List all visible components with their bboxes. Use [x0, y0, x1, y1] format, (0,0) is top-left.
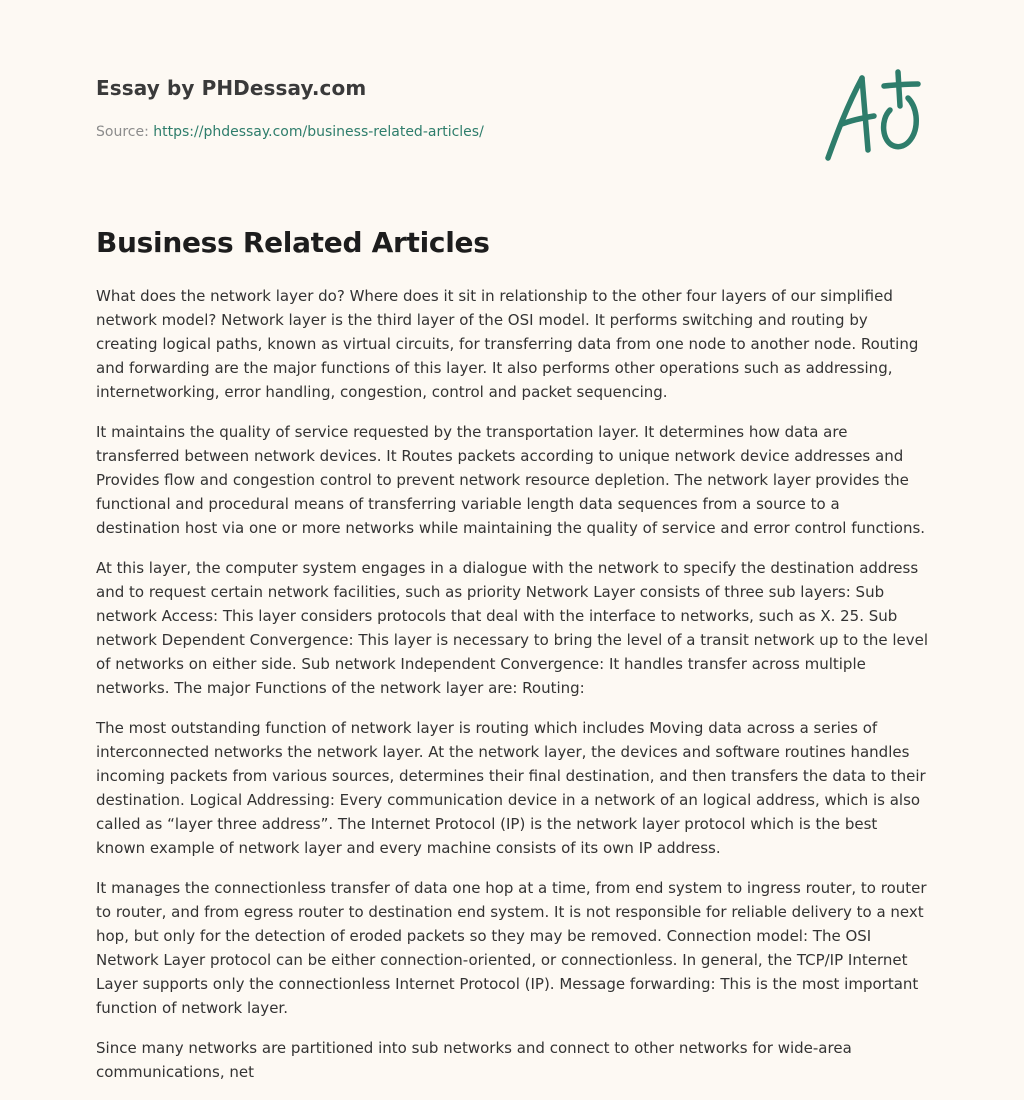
article-paragraph: The most outstanding function of network layer is routing which includes Moving data across a series of interconnected networks the network layer. At the network layer, the devices and software routines handles incoming packets from various sources, determines their final destination, and then transfers the data to their destination. Logical Addressing: Every communication device in a network of an logical address, which is also called as “layer three address”. The Internet Protocol (IP) is the network layer protocol which is the best known example of network layer and every machine consists of its own IP address. [96, 719, 926, 857]
article-paragraph: It maintains the quality of service requested by the transportation layer. It determines how data are transferred between network devices. It Routes packets according to unique network device addresses and Provides flow and congestion control to prevent network resource depletion. The network layer provides the functional and procedural means of transferring variable length data sequences from a source to a destination host via one or more networks while maintaining the quality of service and error control functions. [96, 423, 926, 537]
source-label: Source: [96, 124, 154, 140]
article-body [96, 284, 928, 1100]
article-paragraph: At this layer, the computer system engages in a dialogue with the network to specify the destination address and to request certain network facilities, such as priority Network Layer consists of three sub layers: Sub network Access: This layer considers protocols that deal with the interface to networks, such as X. 25. Sub network Dependent Convergence: This layer is necessary to bring the level of a transit network up to the level of networks on either side. Sub network Independent Convergence: It handles transfer across multiple networks. The major Functions of the network layer are: Routing: [96, 559, 928, 697]
a-plus-logo-icon [820, 66, 924, 166]
essay-page [96, 0, 928, 1100]
source-link[interactable]: https://phdessay.com/business-related-articles/ [153, 124, 484, 140]
article-title: Business Related Articles [96, 226, 490, 259]
article-paragraph: What does the network layer do? Where does it sit in relationship to the other four layers of our simplified network model? Network layer is the third layer of the OSI model. It performs switching and routing by creating logical paths, known as virtual circuits, for transferring data from one node to another node. Routing and forwarding are the major functions of this layer. It also performs other operations such as addressing, internetworking, error handling, congestion, control and packet sequencing. [96, 287, 919, 401]
article-paragraph: It manages the connectionless transfer of data one hop at a time, from end system to ingress router, to router to router, and from egress router to destination end system. It is not responsible for reliable delivery to a next hop, but only for the detection of eroded packets so they may be removed. Connection model: The OSI Network Layer protocol can be either connection-oriented, or connectionless. In general, the TCP/IP Internet Layer supports only the connectionless Internet Protocol (IP). Message forwarding: This is the most important function of network layer. [96, 879, 927, 1017]
site-brand: Essay by PHDessay.com [96, 76, 367, 100]
article-paragraph: Since many networks are partitioned into sub networks and connect to other networks for wide-area communications, net [96, 1039, 852, 1081]
source-line [96, 124, 484, 140]
